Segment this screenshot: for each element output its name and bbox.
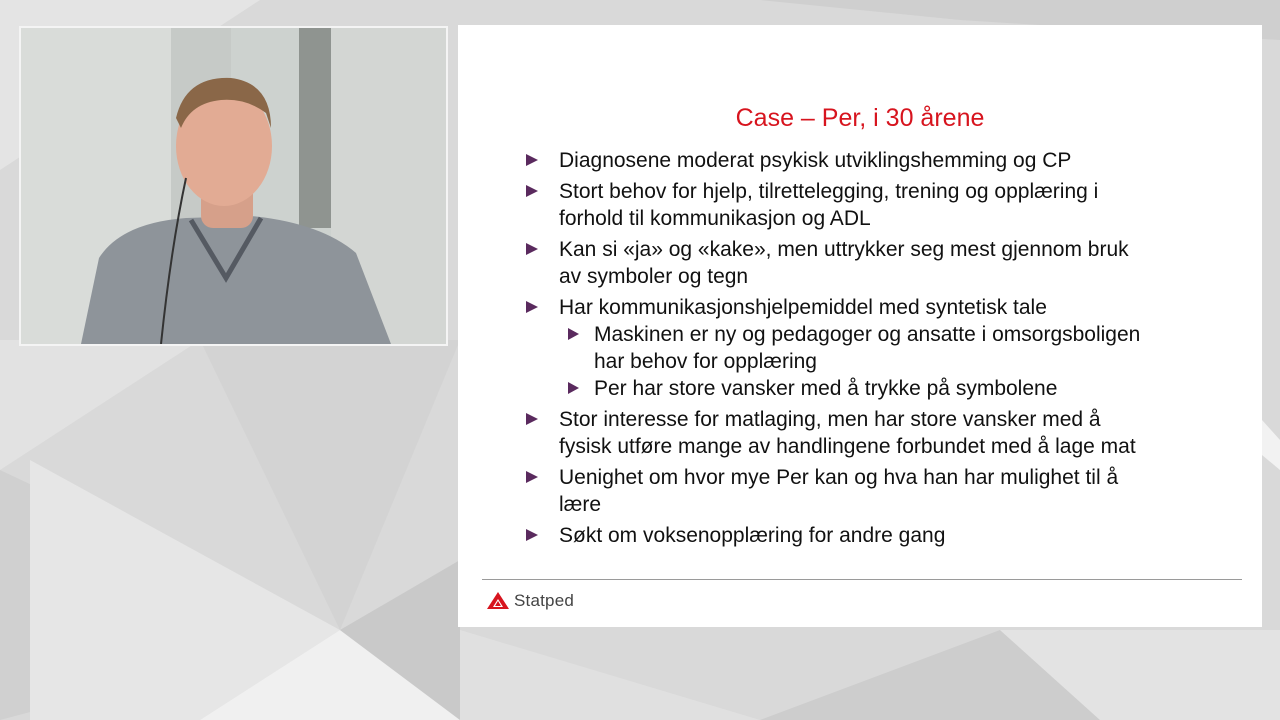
bullet-item — [559, 522, 1199, 549]
bullet-text: Har kommunikasjonshjelpemiddel med syntetisk tale — [559, 296, 1047, 319]
footer-divider — [482, 579, 1242, 580]
bullet-text: fysisk utføre mange av handlingene forbundet med å lage mat — [559, 435, 1136, 458]
statped-logo — [486, 590, 574, 612]
bullet-text: lære — [559, 493, 602, 516]
bullet-text: Søkt om voksenopplæring for andre gang — [559, 524, 946, 547]
slide-title: Case – Per, i 30 årene — [735, 104, 985, 132]
sub-bullet-item — [594, 375, 1194, 402]
bullet-text: Maskinen er ny og pedagoger og ansatte i omsorgsboligen — [594, 323, 1141, 346]
bullet-text: Kan si «ja» og «kake», men uttrykker seg mest gjennom bruk — [559, 238, 1129, 261]
bullet-item — [559, 178, 1199, 232]
presentation-slide — [458, 25, 1262, 627]
bullet-arrow-icon — [526, 154, 538, 166]
statped-logo-icon — [486, 591, 510, 611]
bullet-text: Stor interesse for matlaging, men har store vansker med å — [559, 408, 1101, 431]
bullet-item — [559, 147, 1199, 174]
bullet-item — [559, 236, 1199, 290]
bullet-text: Stort behov for hjelp, tilrettelegging, trening og opplæring i — [559, 180, 1099, 203]
bullet-arrow-icon — [526, 301, 538, 313]
bullet-item — [559, 406, 1199, 460]
speaker-video — [19, 26, 448, 346]
bullet-arrow-icon — [526, 471, 538, 483]
sub-bullet-item — [594, 321, 1194, 375]
sub-bullet-arrow-icon — [568, 382, 579, 394]
bullet-list — [458, 25, 1262, 585]
bullet-text: Uenighet om hvor mye Per kan og hva han har mulighet til å — [559, 466, 1119, 489]
bullet-arrow-icon — [526, 529, 538, 541]
bullet-text: av symboler og tegn — [559, 265, 749, 288]
bullet-text: forhold til kommunikasjon og ADL — [559, 207, 871, 230]
bullet-item — [559, 464, 1199, 518]
sub-bullet-arrow-icon — [568, 328, 579, 340]
bullet-text: har behov for opplæring — [594, 350, 817, 373]
bullet-arrow-icon — [526, 243, 538, 255]
speaker-video-feed-icon — [21, 28, 446, 344]
bullet-arrow-icon — [526, 413, 538, 425]
bullet-text: Diagnosene moderat psykisk utviklingshemming og CP — [559, 149, 1072, 172]
bullet-arrow-icon — [526, 185, 538, 197]
logo-text: Statped — [514, 591, 575, 610]
bullet-text: Per har store vansker med å trykke på symbolene — [594, 377, 1058, 400]
bullet-item — [559, 294, 1199, 321]
